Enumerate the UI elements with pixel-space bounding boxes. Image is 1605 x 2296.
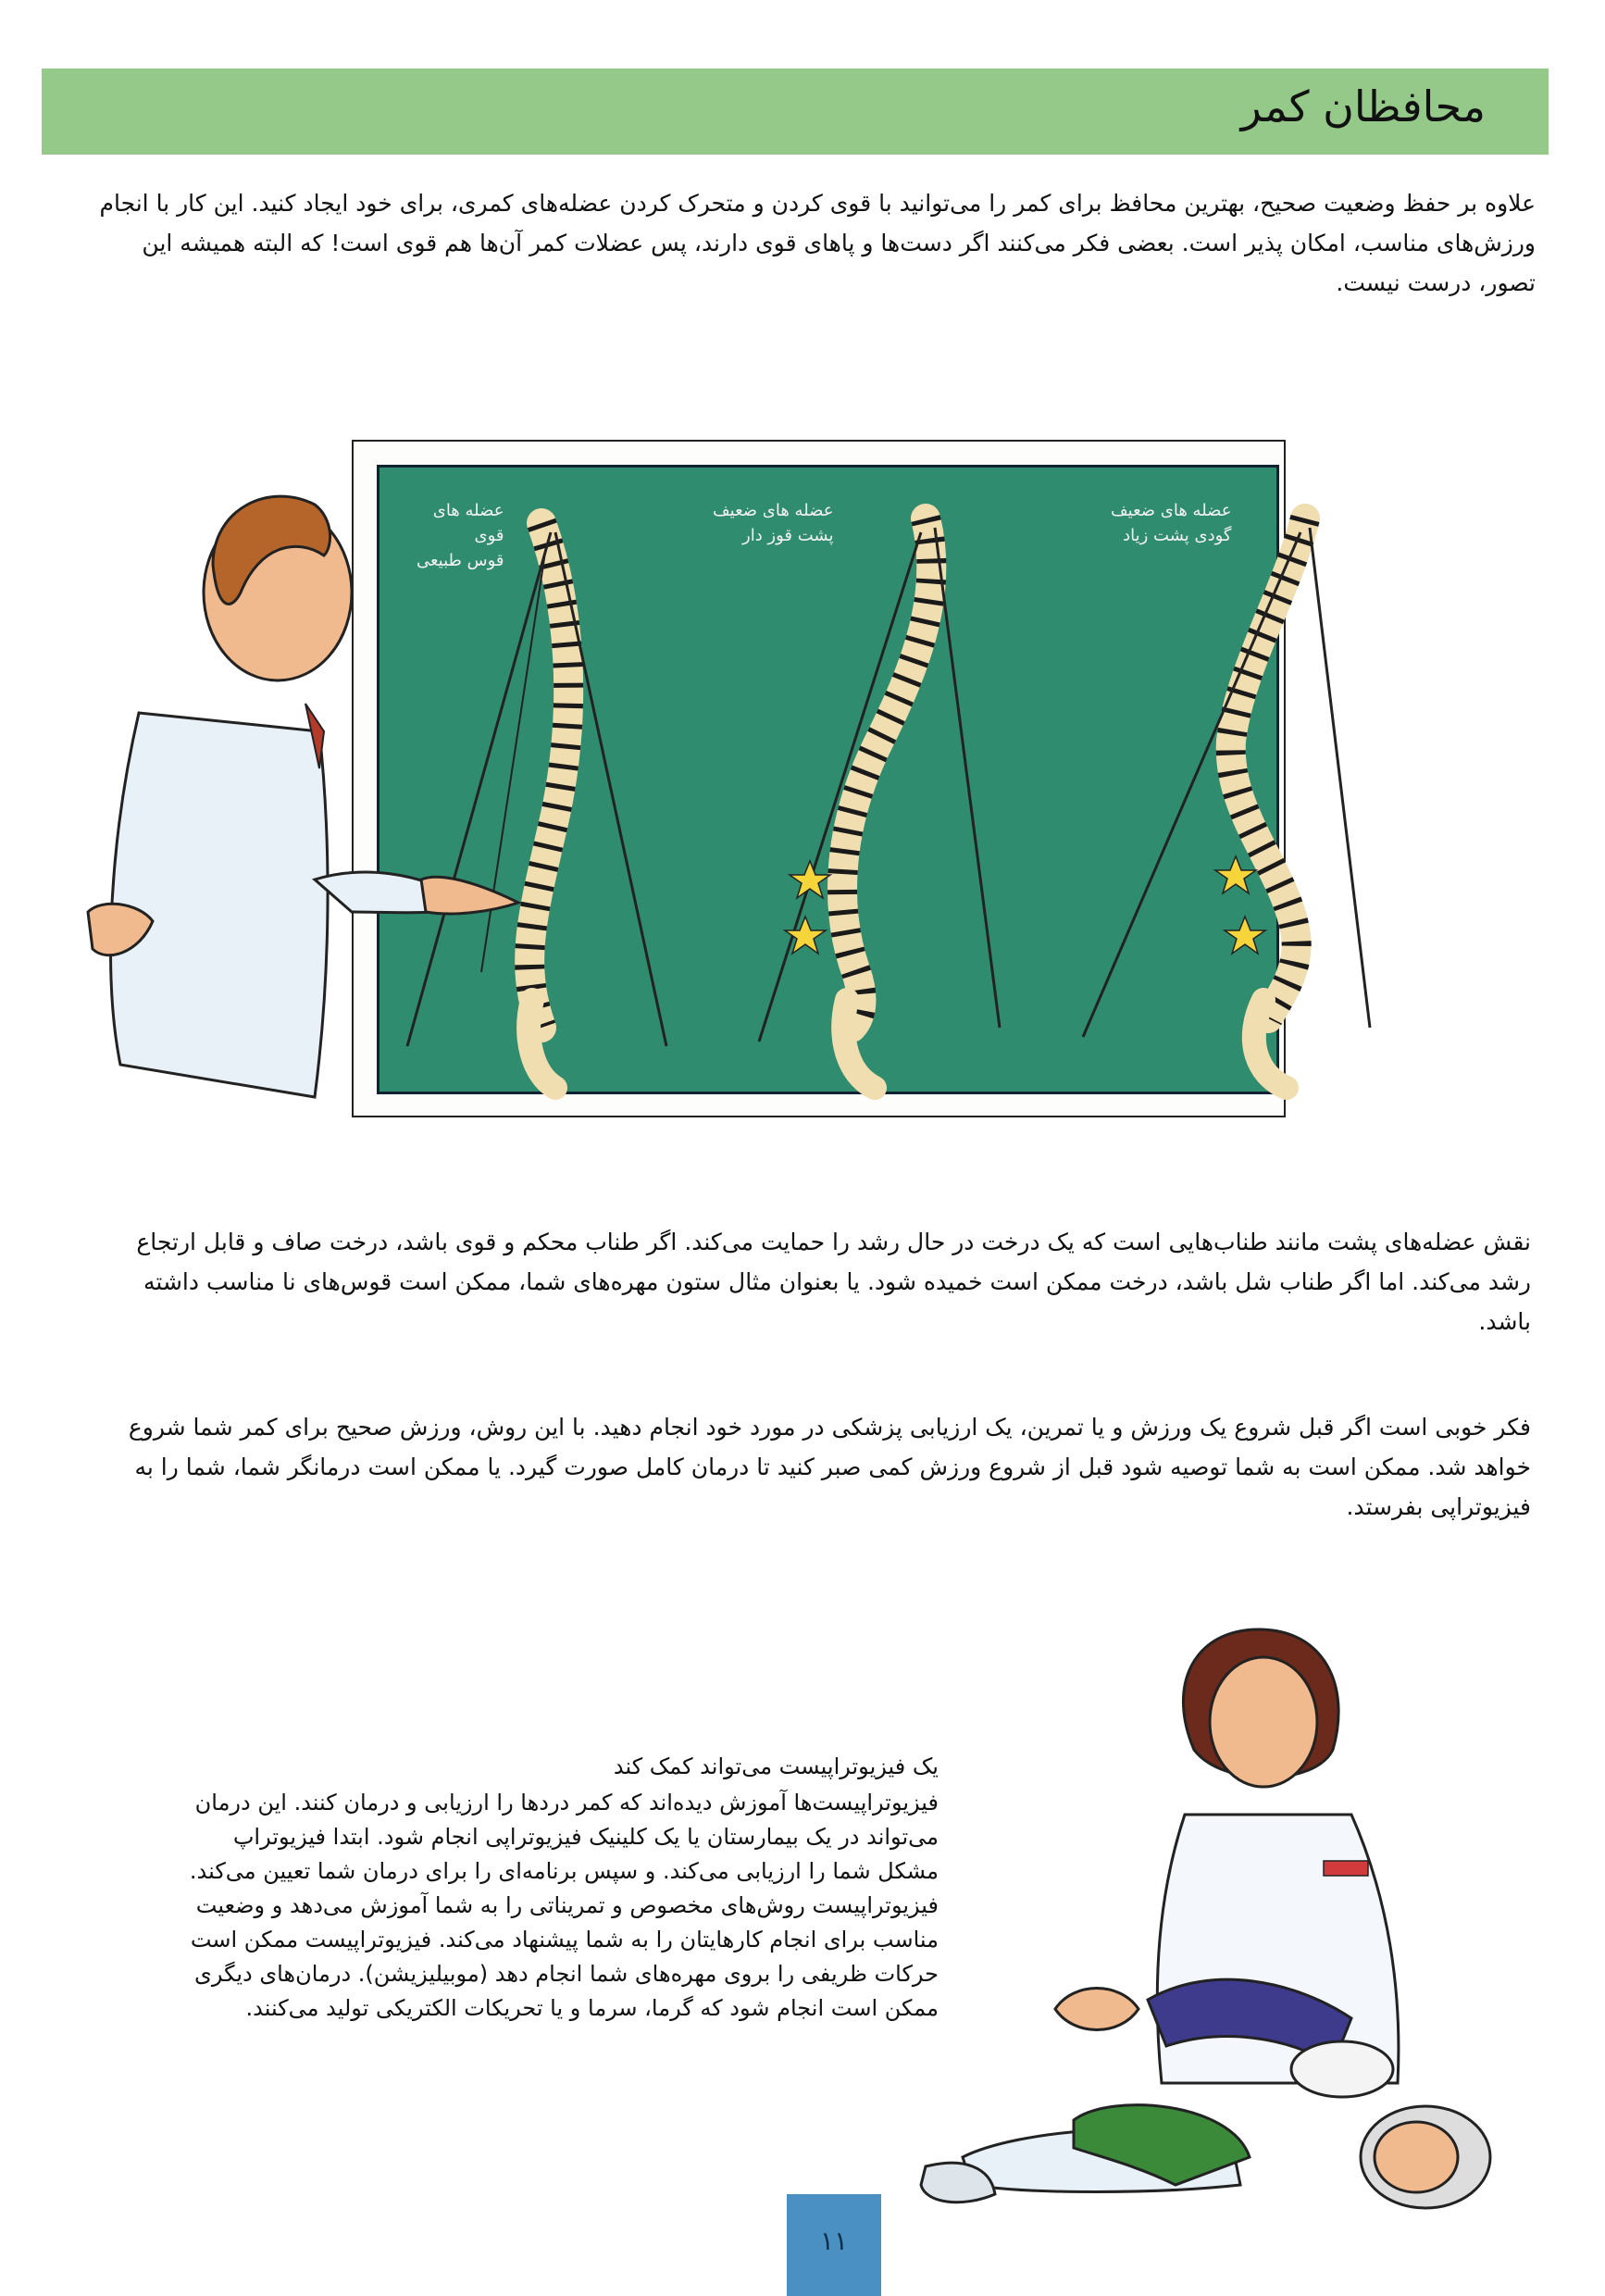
physio-paragraph: فیزیوتراپیست‌ها آموزش دیده‌اند که کمر دردها را ارزیابی و درمان کنند. این درمان می‌تواند در یک بیمارستان یا یک کلینیک فیزیوتراپی انجام شود. ابتدا فیزیوتراپ مشکل شما را ارزیابی می‌کند. و سپس برنامه‌ای را برای درمان شما تعیین می‌کند. فیزیوتراپیست روش‌های مخصوص و تمریناتی را به شما آموزش می‌دهد و وضعیت مناسب برای انجام کارهایتان را به شما پیشنهاد می‌کند. فیزیوتراپیست ممکن است حرکات ظریفی را بروی مهره‌های شما انجام دهد (موبیلیزیشن). درمان‌های دیگری ممکن است انجام شود که گرما، سرما و یا تحریکات الکتریکی تولید می‌کنند. [189,1790,939,2021]
physio-subtitle: یک فیزیوتراپیست می‌تواند کمک کند [613,1753,939,1779]
spine-normal-illustration [407,523,666,1088]
intro-paragraph: علاوه بر حفظ وضعیت صحیح، بهترین محافظ برای کمر را می‌توانید با قوی کردن و متحرک کردن عضله‌های کمری، برای خود ایجاد کنید. این کار با انجام ورزش‌های مناسب، امکان پذیر است. بعضی فکر می‌کنند اگر دست‌ها و پاهای قوی دارند، پس عضلات کمر آن‌ها هم قوی است! که البته همیشه این تصور، درست نیست. [99,190,1536,296]
label-strong-muscles [417,498,504,573]
physiotherapist-illustration [921,1629,1490,2208]
label-line: عضله های ضعیف [713,501,834,520]
label-weak-hunched [713,498,834,548]
page-title: محافظان کمر [1240,81,1486,131]
label-line: گودی پشت زیاد [1123,526,1232,545]
label-line: قوس طبیعی [417,551,504,570]
label-line: عضله های [432,501,504,520]
medical-evaluation-paragraph: فکر خوبی است اگر قبل شروع یک ورزش و یا تمرین، یک ارزیابی پزشکی در مورد خود انجام دهید. با این روش، ورزش صحیح برای کمر شما شروع خواهد شد. ممکن است به شما توصیه شود قبل از شروع ورزش کمی صبر کنید تا درمان کامل صورت گیرد. یا ممکن است درمانگر شما، شما را به فیزیوتراپی بفرستد. [128,1414,1531,1520]
label-line: عضله های ضعیف [1111,501,1232,520]
doctor-pointing-illustration [88,496,518,1097]
label-line: پشت قوز دار [742,526,834,545]
page-number-box [787,2194,881,2296]
muscles-tree-paragraph: نقش عضله‌های پشت مانند طناب‌هایی است که یک درخت در حال رشد را حمایت می‌کند. اگر طناب محکم و قوی باشد، درخت صاف و قابل ارتجاع رشد می‌کند. اما اگر طناب شل باشد، درخت ممکن است خمیده شود. یا بعنوان مثال ستون مهره‌های شما، ممکن است قوس‌های نا مناسب داشته باشد. [136,1229,1531,1335]
label-weak-swayback [1111,498,1232,548]
spine-swayback-illustration [1083,518,1370,1088]
spine-hunched-illustration [759,518,1000,1088]
physio-section [170,1750,939,2026]
page-number: ۱۱ [819,2226,849,2256]
label-line: قوی [474,526,504,545]
